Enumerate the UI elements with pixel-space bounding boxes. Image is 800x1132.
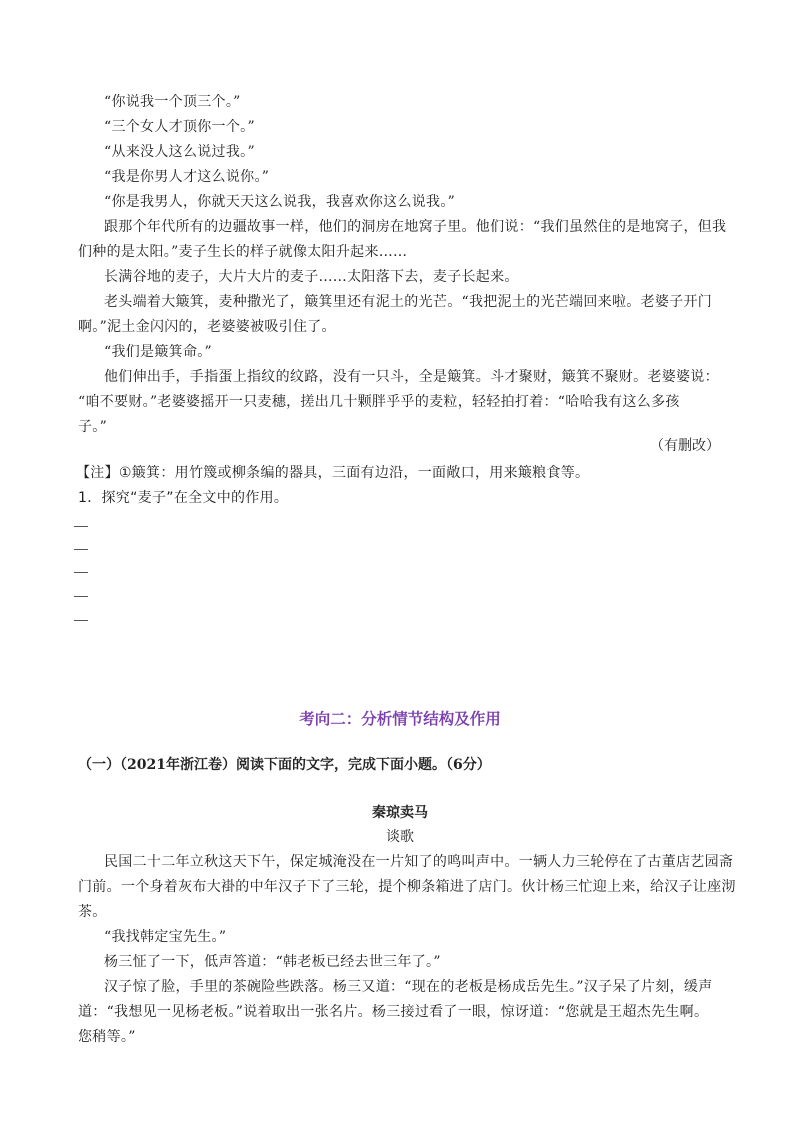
dialogue-line: “你说我一个顶三个。” <box>104 94 241 110</box>
dialogue-line: “你是我男人，你就天天这么说我，我喜欢你这么说我。” <box>104 194 456 210</box>
paragraph-line: 子。” <box>78 419 108 435</box>
paragraph-line: 汉子惊了脸，手里的茶碗险些跌落。杨三又道：“现在的老板是杨成岳先生。”汉子呆了片刻，缓声 <box>104 979 713 995</box>
paragraph-line: 老头端着大簸箕，麦种撒光了，簸箕里还有泥土的光芒。“我把泥土的光芒端回来啦。老婆子开门 <box>104 294 713 310</box>
answer-line[interactable] <box>74 526 88 527</box>
paragraph-line: 长满谷地的麦子，大片大片的麦子……太阳落下去，麦子长起来。 <box>104 269 519 285</box>
paragraph-line: 道：“我想见一见杨老板。”说着取出一张名片。杨三接过看了一眼，惊讶道：“您就是王超杰先生啊。 <box>78 1004 709 1020</box>
story-title: 秦琼卖马 <box>372 805 428 821</box>
paragraph-line: “咱不要财。”老婆婆摇开一只麦穗，搓出几十颗胖乎乎的麦粒，轻轻拍打着：“哈哈我有这么多孩 <box>78 394 680 410</box>
answer-line[interactable] <box>74 620 88 621</box>
paragraph-line: 杨三怔了一下，低声答道：“韩老板已经去世三年了。” <box>104 954 441 970</box>
paragraph-line: 民国二十二年立秋这天下午，保定城淹没在一片知了的鸣叫声中。一辆人力三轮停在了古董店艺园斋 <box>104 854 734 870</box>
paragraph-line: 茶。 <box>78 904 107 920</box>
story-author: 谈歌 <box>386 829 414 845</box>
dialogue-line: “我找韩定宝先生。” <box>104 929 227 945</box>
paragraph-line: 他们伸出手，手指蛋上指纹的纹路，没有一只斗，全是簸箕。斗才聚财，簸箕不聚财。老婆婆说： <box>104 369 719 385</box>
paragraph-line: 门前。一个身着灰布大褂的中年汉子下了三轮，提个柳条箱进了店门。伙计杨三忙迎上来，给汉子让座沏 <box>78 879 736 895</box>
answer-line[interactable] <box>74 549 88 550</box>
paragraph-line: 跟那个年代所有的边疆故事一样，他们的洞房在地窝子里。他们说：“我们虽然住的是地窝子，但我 <box>104 219 727 235</box>
footnote: 【注】①簸箕：用竹篾或柳条编的器具，三面有边沿，一面敞口，用来簸粮食等。 <box>76 465 590 481</box>
paragraph-line: 啊。”泥土金闪闪的，老婆婆被吸引住了。 <box>78 319 336 335</box>
dialogue-line: “我是你男人才这么说你。” <box>104 169 270 185</box>
section-title: 考向二：分析情节结构及作用 <box>299 710 501 728</box>
dialogue-line: “从来没人这么说过我。” <box>104 144 255 160</box>
paragraph-line: 们种的是太阳。”麦子生长的样子就像太阳升起来…… <box>78 244 408 260</box>
revision-note: （有删改） <box>650 438 720 454</box>
question-1: 1．探究“麦子”在全文中的作用。 <box>78 490 289 506</box>
answer-line[interactable] <box>74 596 88 597</box>
answer-line[interactable] <box>74 572 88 573</box>
dialogue-line: “我们是簸箕命。” <box>104 344 213 360</box>
paragraph-line: 您稍等。” <box>78 1029 136 1045</box>
dialogue-line: “三个女人才顶你一个。” <box>104 119 255 135</box>
question-header: （一）（2021年浙江卷）阅读下面的文字，完成下面小题。（6分） <box>78 757 491 773</box>
